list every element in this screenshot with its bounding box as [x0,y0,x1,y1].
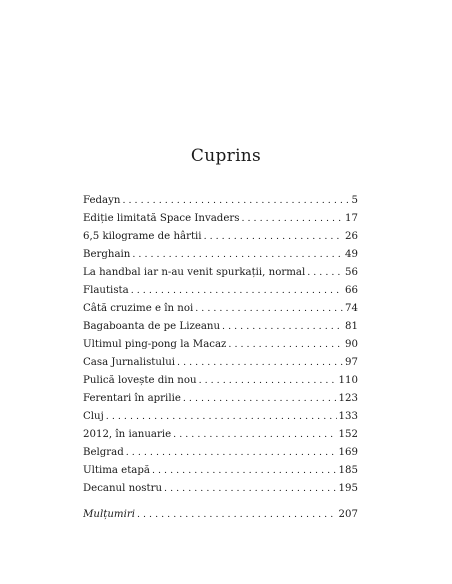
toc-entry [83,264,358,282]
toc-entry-page: 152 [338,429,358,440]
toc-entry-title: Casa Jurnalistului [83,357,176,368]
toc-entry-page: 185 [338,465,358,476]
toc-entry-acknowledgements [83,506,358,524]
toc-entry-page: 207 [338,509,358,520]
toc-leader-dots [171,426,336,444]
toc-entry-page: 74 [345,303,358,314]
toc-entry-page: 66 [345,285,358,296]
toc-entry-title: Decanul nostru [83,483,163,494]
toc-spacer [83,498,358,506]
toc-leader-dots [239,210,343,228]
toc-entry-page: 169 [338,447,358,458]
toc-entry-title: Mulțumiri [83,509,135,520]
toc-entry-page: 97 [345,357,358,368]
toc-entry [83,480,358,498]
toc-entry-title: Câtă cruzime e în noi [83,303,194,314]
toc-entry [83,336,358,354]
toc-entry-page: 110 [338,375,358,386]
toc-leader-dots [120,192,349,210]
toc-leader-dots [181,390,337,408]
toc-entry [83,354,358,372]
toc-leader-dots [135,506,337,524]
toc-entry-title: 6,5 kilograme de hârtii [83,231,202,242]
toc-entry-title: Fedayn [83,195,121,206]
toc-entry-title: 2012, în ianuarie [83,429,172,440]
toc-entry [83,462,358,480]
toc-entry-title: Pulică lovește din nou [83,375,197,386]
toc-entry-title: La handbal iar n-au venit spurkații, normal [83,267,306,278]
toc-entry [83,192,358,210]
toc-entry-page: 90 [345,339,358,350]
toc-leader-dots [150,462,337,480]
toc-leader-dots [130,246,343,264]
toc-entry-page: 49 [345,249,358,260]
table-of-contents [83,192,358,524]
toc-entry-page: 56 [345,267,358,278]
toc-leader-dots [226,336,343,354]
toc-entry-page: 26 [345,231,358,242]
toc-entry [83,372,358,390]
toc-entry-page: 81 [345,321,358,332]
toc-entry-page: 195 [338,483,358,494]
toc-entry-title: Ediție limitată Space Invaders [83,213,240,224]
toc-leader-dots [197,372,337,390]
toc-entry-title: Ultimul ping-pong la Macaz [83,339,227,350]
toc-entry-title: Ferentari în aprilie [83,393,181,404]
toc-leader-dots [305,264,343,282]
toc-entry-page: 133 [338,411,358,422]
toc-entry [83,318,358,336]
toc-leader-dots [220,318,343,336]
toc-entry [83,426,358,444]
toc-leader-dots [193,300,343,318]
page-title: Cuprins [190,146,262,166]
toc-leader-dots [162,480,337,498]
toc-entry-title: Bagaboanta de pe Lizeanu [83,321,221,332]
toc-leader-dots [202,228,343,246]
toc-entry [83,210,358,228]
toc-entry [83,228,358,246]
toc-leader-dots [175,354,343,372]
toc-leader-dots [104,408,337,426]
toc-entry-page: 123 [338,393,358,404]
toc-entry [83,390,358,408]
toc-entry [83,282,358,300]
toc-entry-title: Berghain [83,249,131,260]
toc-entry [83,408,358,426]
toc-entry [83,444,358,462]
toc-entry-title: Cluj [83,411,104,422]
toc-entry-title: Belgrad [83,447,124,458]
toc-entry-title: Flautista [83,285,129,296]
toc-leader-dots [129,282,343,300]
toc-entry [83,246,358,264]
toc-entry-title: Ultima etapă [83,465,150,476]
toc-entry [83,300,358,318]
toc-leader-dots [124,444,337,462]
toc-entry-page: 17 [345,213,358,224]
toc-entry-page: 5 [351,195,358,206]
